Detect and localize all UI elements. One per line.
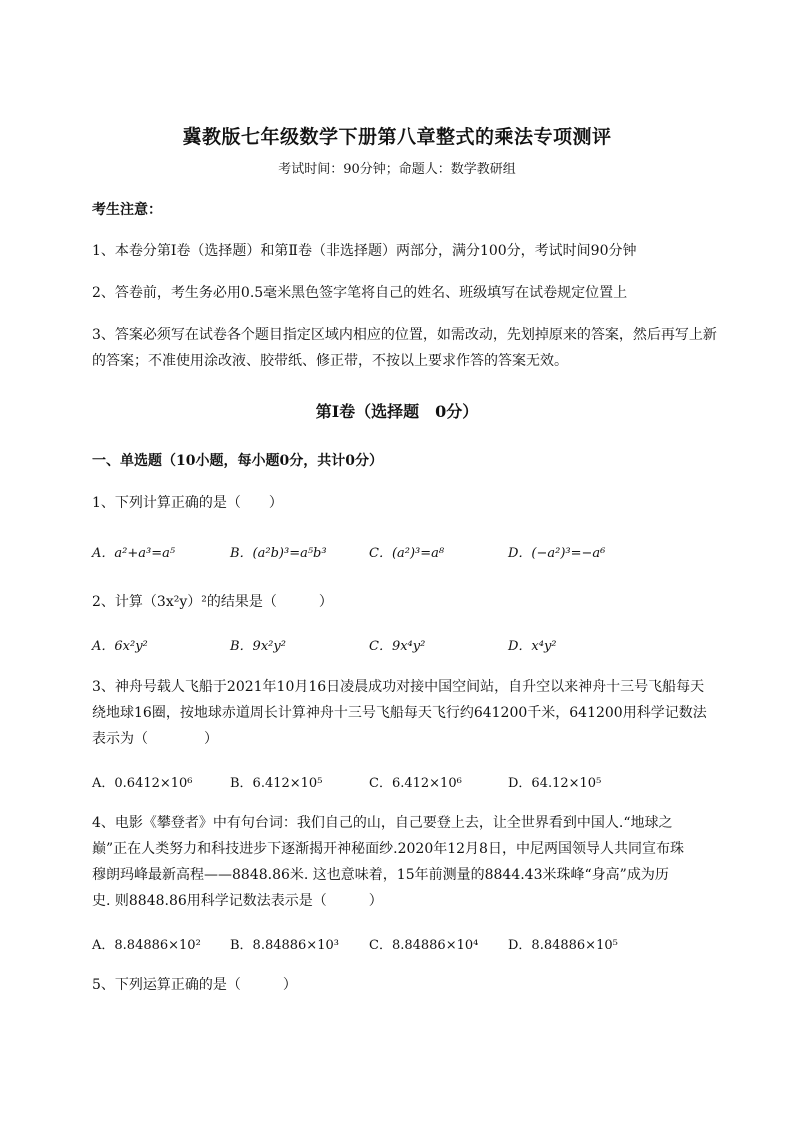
- question-3-stem-line-3: 表示为（ ）: [92, 731, 218, 747]
- question-2-options: [92, 635, 712, 657]
- question-4-option-a: A．8.84886×10²: [92, 938, 201, 953]
- question-4-stem-line-1: 4、电影《攀登者》中有句台词：我们自己的山，自己要登上去，让全世界看到中国人.“地球之: [92, 815, 673, 831]
- question-3-option-d: D．64.12×10⁵: [508, 776, 602, 791]
- question-3-option-a: A．0.6412×10⁶: [92, 776, 193, 791]
- question-2-option-a: A．6x²y²: [92, 639, 148, 654]
- question-1-option-b: B．(a²b)³=a⁵b³: [230, 546, 327, 561]
- question-3-option-c: C．6.412×10⁶: [369, 776, 462, 791]
- question-2-option-b: B．9x²y²: [230, 639, 286, 654]
- exam-title: 冀教版七年级数学下册第八章整式的乘法专项测评: [182, 126, 612, 148]
- question-3-option-b: B．6.412×10⁵: [230, 776, 323, 791]
- question-1-option-a: A．a²+a³=a⁵: [92, 546, 176, 561]
- exam-subtitle: 考试时间：90分钟；命题人：数学教研组: [278, 162, 516, 177]
- section1-heading: 一、单选题（10小题，每小题0分，共计0分）: [92, 453, 383, 469]
- question-4-stem-line-4: 史. 则8848.86用科学记数法表示是（ ）: [92, 893, 383, 909]
- question-3-stem-line-2: 绕地球16圈，按地球赤道周长计算神舟十三号飞船每天飞行约641200千米，641200用科学记数法: [92, 705, 707, 721]
- question-2-option-c: C．9x⁴y²: [369, 639, 426, 654]
- note-item-2: 2、答卷前，考生务必用0.5毫米黑色签字笔将自己的姓名、班级填写在试卷规定位置上: [92, 285, 628, 301]
- question-2-stem: 2、计算（3x²y）²的结果是（ ）: [92, 594, 333, 610]
- question-3-stem-line-1: 3、神舟号载人飞船于2021年10月16日凌晨成功对接中国空间站，自升空以来神舟十三号飞船每天: [92, 679, 705, 695]
- part1-title: 第I卷（选择题 0分）: [315, 402, 479, 421]
- notes-heading: 考生注意：: [92, 202, 162, 218]
- question-4-option-d: D．8.84886×10⁵: [508, 938, 618, 953]
- question-3-options: [92, 772, 712, 794]
- question-4-option-b: B．8.84886×10³: [230, 938, 339, 953]
- question-1-option-d: D．(−a²)³=−a⁶: [508, 546, 606, 561]
- question-1-stem: 1、下列计算正确的是（ ）: [92, 495, 283, 511]
- question-1-option-c: C．(a²)³=a⁸: [369, 546, 445, 561]
- note-item-1: 1、本卷分第I卷（选择题）和第Ⅱ卷（非选择题）两部分，满分100分，考试时间90分钟: [92, 243, 637, 259]
- note-item-3-line-2: 的答案；不准使用涂改液、胶带纸、修正带，不按以上要求作答的答案无效。: [92, 353, 568, 369]
- question-4-stem-line-2: 巅”正在人类努力和科技进步下逐渐揭开神秘面纱.2020年12月8日，中尼两国领导人共同宣布珠: [92, 841, 684, 857]
- question-4-options: [92, 934, 712, 956]
- question-4-option-c: C．8.84886×10⁴: [369, 938, 479, 953]
- question-5-stem: 5、下列运算正确的是（ ）: [92, 977, 297, 993]
- question-2-option-d: D．x⁴y²: [508, 639, 557, 654]
- question-4-stem-line-3: 穆朗玛峰最新高程——8848.86米. 这也意味着，15年前测量的8844.43米珠峰“身高”成为历: [92, 867, 669, 883]
- question-1-options: [92, 542, 712, 564]
- note-item-3-line-1: 3、答案必须写在试卷各个题目指定区域内相应的位置，如需改动，先划掉原来的答案，然后再写上新: [92, 327, 717, 343]
